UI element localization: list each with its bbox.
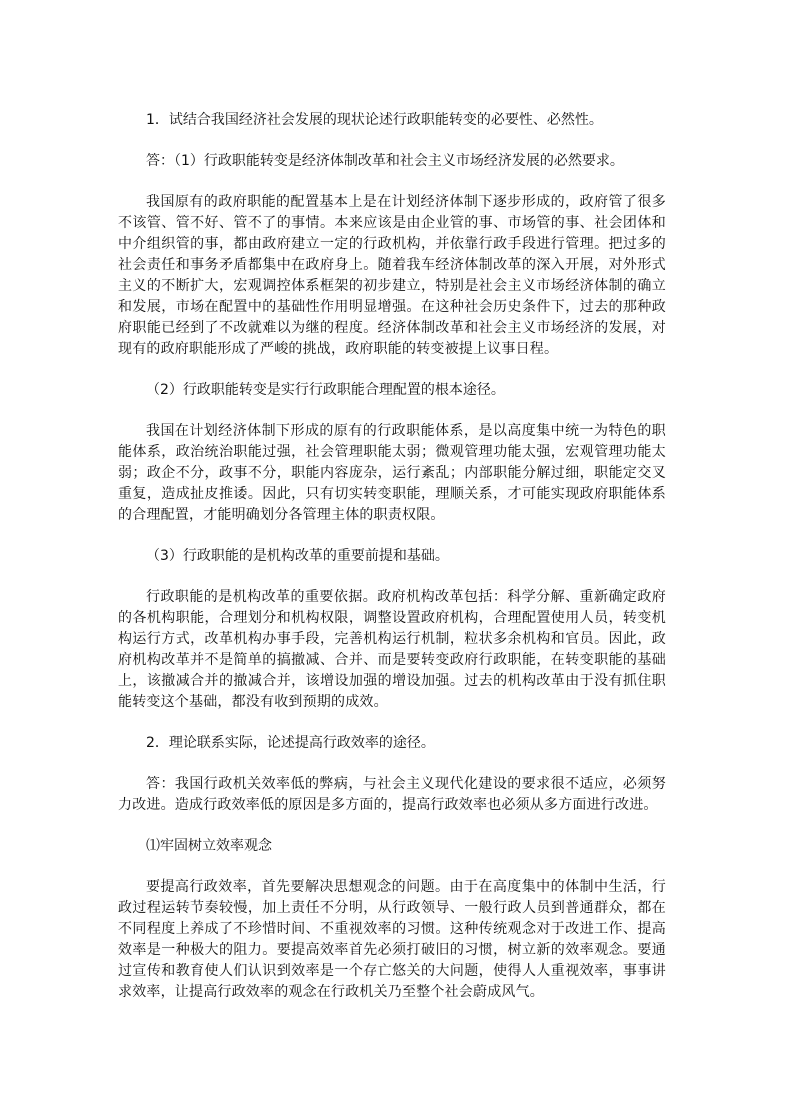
document-page (118, 110, 666, 1003)
question-1: 1．试结合我国经济社会发展的现状论述行政职能转变的必要性、必然性。 (146, 112, 603, 128)
question-2: 2．理论联系实际，论述提高行政效率的途径。 (146, 735, 435, 751)
answer-2-heading-1: ⑴牢固树立效率观念 (146, 838, 272, 854)
answer-1-paragraph-3: 行政职能的是机构改革的重要依据。政府机构改革包括：科学分解、重新确定政府的各机构职能，合理划分和机构权限，调整设置政府机构，合理配置使用人员，转变机构运行方式，改革机构办事手段，完善机构运行机制，粒状多余机构和官员。因此，政府机构改革并不是简单的搞撤减、合并、而是要转变政府行政职能，在转变职能的基础上，该撤减合并的撤减合并，该增设加强的增设加强。过去的机构改革由于没有抓住职能转变这个基础，都没有收到预期的成效。 (118, 589, 666, 710)
answer-1-heading-3: （3）行政职能的是机构改革的重要前提和基础。 (146, 548, 449, 564)
answer-2-intro: 答：我国行政机关效率低的弊病，与社会主义现代化建设的要求很不适应，必须努力改进。造成行政效率低的原因是多方面的，提高行政效率也必须从多方面进行改进。 (118, 776, 666, 813)
answer-1-paragraph-1: 我国原有的政府职能的配置基本上是在计划经济体制下逐步形成的，政府管了很多不该管、管不好、管不了的事情。本来应该是由企业管的事、市场管的事、社会团体和中介组织管的事，都由政府建立一定的行政机构，并依靠行政手段进行管理。把过多的社会责任和事务矛盾都集中在政府身上。随着我车经济体制改革的深入开展，对外形式主义的不断扩大，宏观调控体系框架的初步建立，特别是社会主义市场经济体制的确立和发展，市场在配置中的基础性作用明显增强。在这种社会历史条件下，过去的那种政府职能已经到了不改就难以为继的程度。经济体制改革和社会主义市场经济的发展，对现有的政府职能形成了严峻的挑战，政府职能的转变被提上议事日程。 (118, 194, 666, 357)
answer-1-heading-1: 答：（1）行政职能转变是经济体制改革和社会主义市场经济发展的必然要求。 (146, 153, 624, 169)
answer-2-paragraph-1: 要提高行政效率，首先要解决思想观念的问题。由于在高度集中的体制中生活，行政过程运转节奏较慢，加上责任不分明，从行政领导、一般行政人员到普通群众，都在不同程度上养成了不珍惜时间、不重视效率的习惯。这种传统观念对于改进工作、提高效率是一种极大的阻力。要提高效率首先必须打破旧的习惯，树立新的效率观念。要通过宣传和教育使人们认识到效率是一个存亡悠关的大问题，使得人人重视效率，事事讲求效率，让提高行政效率的观念在行政机关乃至整个社会蔚成风气。 (118, 879, 666, 1000)
answer-1-heading-2: （2）行政职能转变是实行行政职能合理配置的根本途径。 (146, 382, 505, 398)
answer-1-paragraph-2: 我国在计划经济体制下形成的原有的行政职能体系，是以高度集中统一为特色的职能体系，政治统治职能过强，社会管理职能太弱；微观管理功能太强，宏观管理功能太弱；政企不分，政事不分，职能内容庞杂，运行紊乱；内部职能分解过细，职能定交叉重复，造成扯皮推诿。因此，只有切实转变职能，理顺关系，才可能实现政府职能体系的合理配置，才能明确划分各管理主体的职责权限。 (118, 423, 666, 523)
